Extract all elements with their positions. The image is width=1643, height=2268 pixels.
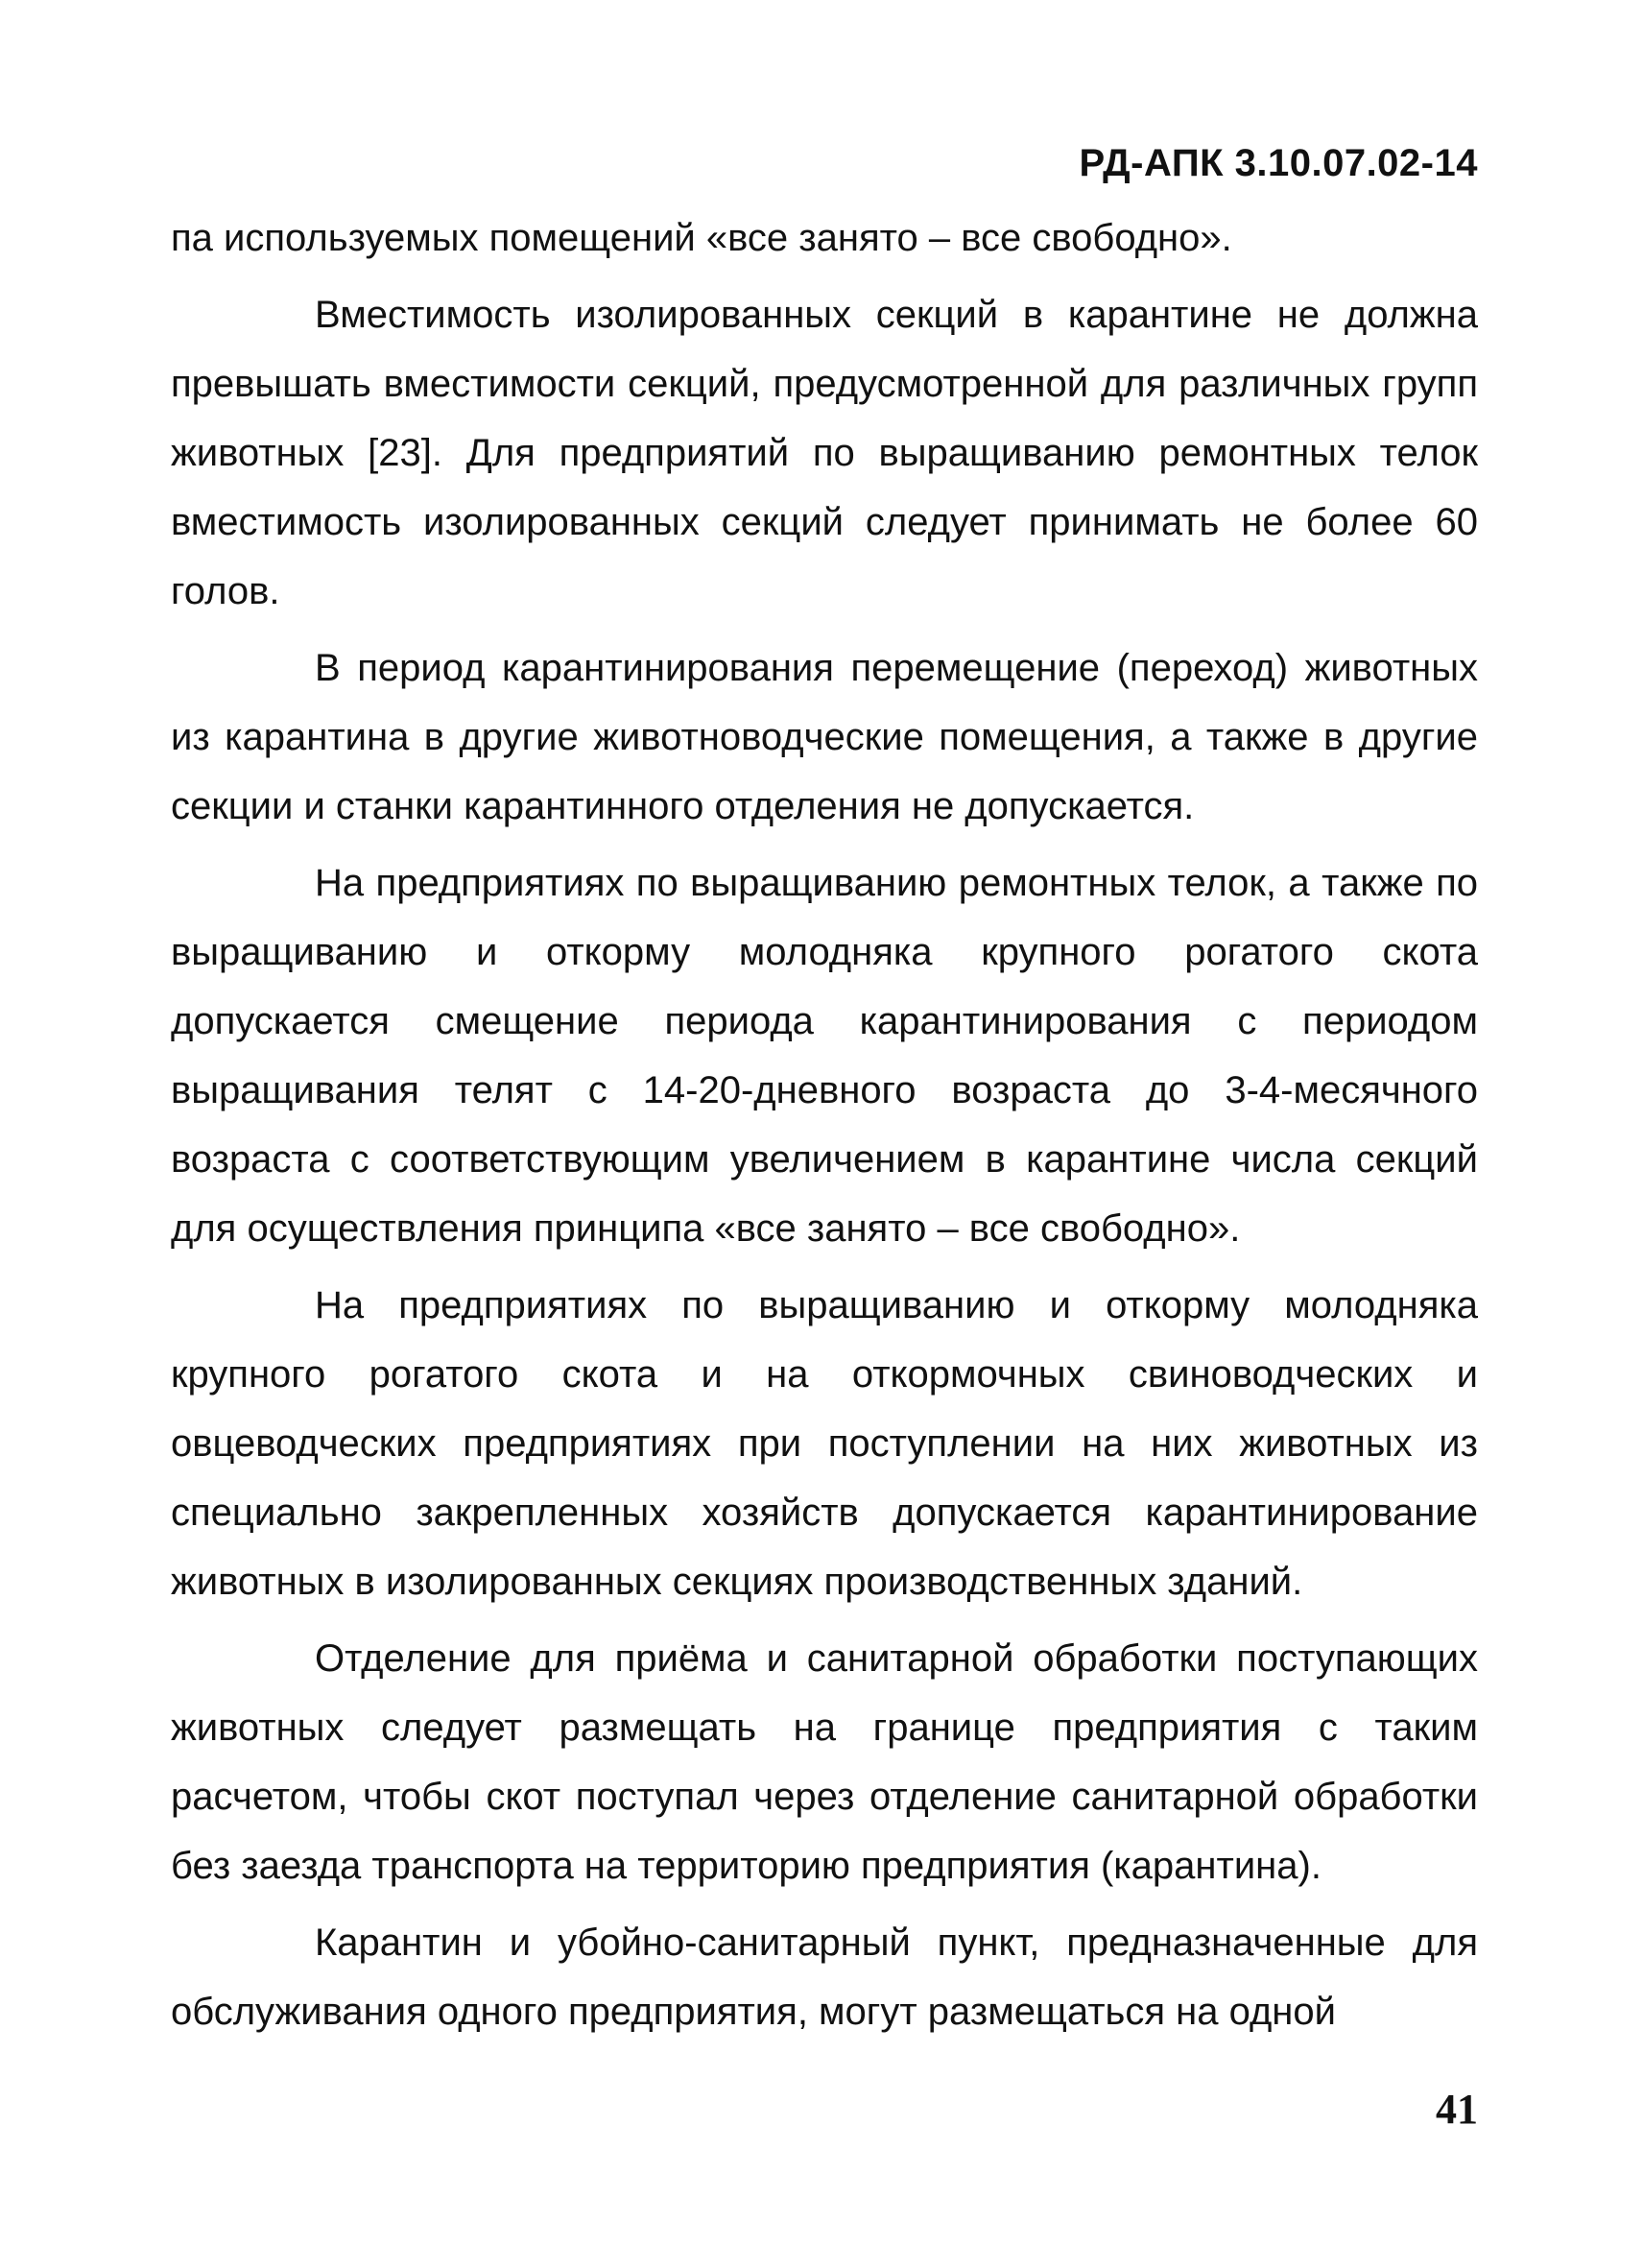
- paragraph-continuation: па используемых помещений «все занято – все свободно».: [171, 217, 1232, 259]
- paragraph-slaughter-point: Карантин и убойно-санитарный пункт, предназначенные для обслуживания одного предприятия, могут размещаться на одной: [171, 1922, 1478, 2033]
- page-number: 41: [1436, 2086, 1478, 2133]
- document-code-header: РД-АПК 3.10.07.02-14: [1079, 142, 1478, 184]
- paragraph-quarantine-shift: На предприятиях по выращиванию ремонтных телок, а также по выращиванию и откорму молодняка крупного рогатого скота допускается смещение периода карантинирования с периодом выращивания телят с 14-20-дневного возраста до 3-4-месячного возраста с соответствующим увеличением в карантине числа секций для осуществления принципа «все занято – все свободно».: [171, 862, 1478, 1250]
- paragraph-quarantine-movement: В период карантинирования перемещение (переход) животных из карантина в другие животноводческие помещения, а также в другие секции и станки карантинного отделения не допускается.: [171, 647, 1478, 827]
- paragraph-isolated-sections: На предприятиях по выращиванию и откорму молодняка крупного рогатого скота и на откормочных свиноводческих и овцеводческих предприятиях при поступлении на них животных из специально закрепленных хозяйств допускается карантинирование животных в изолированных секциях производственных зданий.: [171, 1284, 1478, 1603]
- paragraph-reception-department: Отделение для приёма и санитарной обработки поступающих животных следует размещать на границе предприятия с таким расчетом, чтобы скот поступал через отделение санитарной обработки без заезда транспорта на территорию предприятия (карантина).: [171, 1637, 1478, 1887]
- paragraph-section-capacity: Вместимость изолированных секций в карантине не должна превышать вместимости секций, предусмотренной для различных групп животных [23]. Для предприятий по выращиванию ремонтных телок вместимость изолированных секций следует принимать не более 60 голов.: [171, 294, 1478, 612]
- body-text: [171, 203, 1478, 2054]
